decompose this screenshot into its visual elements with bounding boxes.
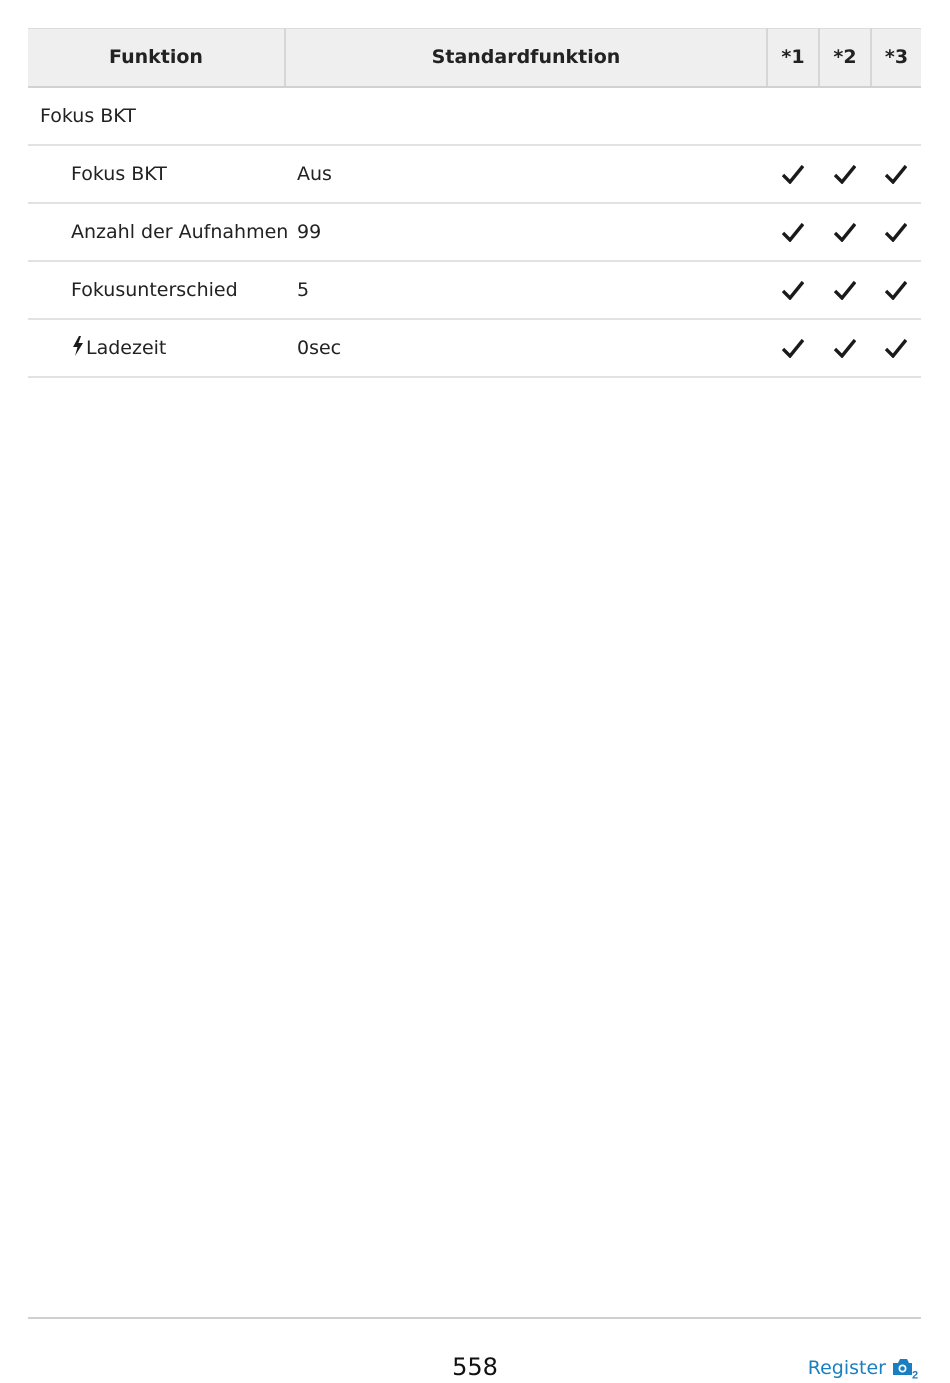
group-row [28,87,921,145]
function-cell: Fokus BKT [59,145,285,203]
check-cell [871,319,921,377]
indent-cell [28,319,59,377]
default-value-cell: 5 [285,261,767,319]
header-standardfunktion: Standardfunktion [285,29,767,87]
checkmark-icon [885,338,907,358]
check-cell [871,145,921,203]
camera-2-icon [892,1357,920,1379]
table-row [28,203,921,261]
default-value-cell: 0sec [285,319,767,377]
settings-table [28,28,921,378]
table-header-row [28,29,921,87]
checkmark-icon [782,222,804,242]
indent-cell [28,145,59,203]
table-row [28,319,921,377]
check-cell [871,203,921,261]
check-cell [819,319,871,377]
check-cell [767,145,819,203]
function-cell: Fokusunterschied [59,261,285,319]
check-cell [871,261,921,319]
header-col-2: *2 [819,29,871,87]
header-col-1: *1 [767,29,819,87]
checkmark-icon [834,338,856,358]
check-cell [767,261,819,319]
footer-divider [28,1317,921,1319]
checkmark-icon [834,164,856,184]
default-value-cell: 99 [285,203,767,261]
checkmark-icon [885,222,907,242]
checkmark-icon [782,338,804,358]
checkmark-icon [834,280,856,300]
check-cell [819,203,871,261]
table-row [28,261,921,319]
default-value-cell: Aus [285,145,767,203]
indent-cell [28,261,59,319]
checkmark-icon [885,280,907,300]
check-cell [767,203,819,261]
checkmark-icon [782,164,804,184]
register-link[interactable] [808,1357,920,1379]
header-col-3: *3 [871,29,921,87]
svg-text:2: 2 [912,1369,919,1379]
group-label: Fokus BKT [28,87,921,145]
header-funktion: Funktion [28,29,285,87]
indent-cell [28,203,59,261]
function-cell [59,319,285,377]
flash-icon [71,336,85,356]
checkmark-icon [885,164,907,184]
function-cell: Anzahl der Aufnahmen [59,203,285,261]
table-row [28,145,921,203]
page-number: 558 [452,1353,498,1381]
check-cell [767,319,819,377]
check-cell [819,145,871,203]
check-cell [819,261,871,319]
checkmark-icon [834,222,856,242]
function-label: Ladezeit [86,337,167,359]
checkmark-icon [782,280,804,300]
register-label: Register [807,1357,886,1379]
